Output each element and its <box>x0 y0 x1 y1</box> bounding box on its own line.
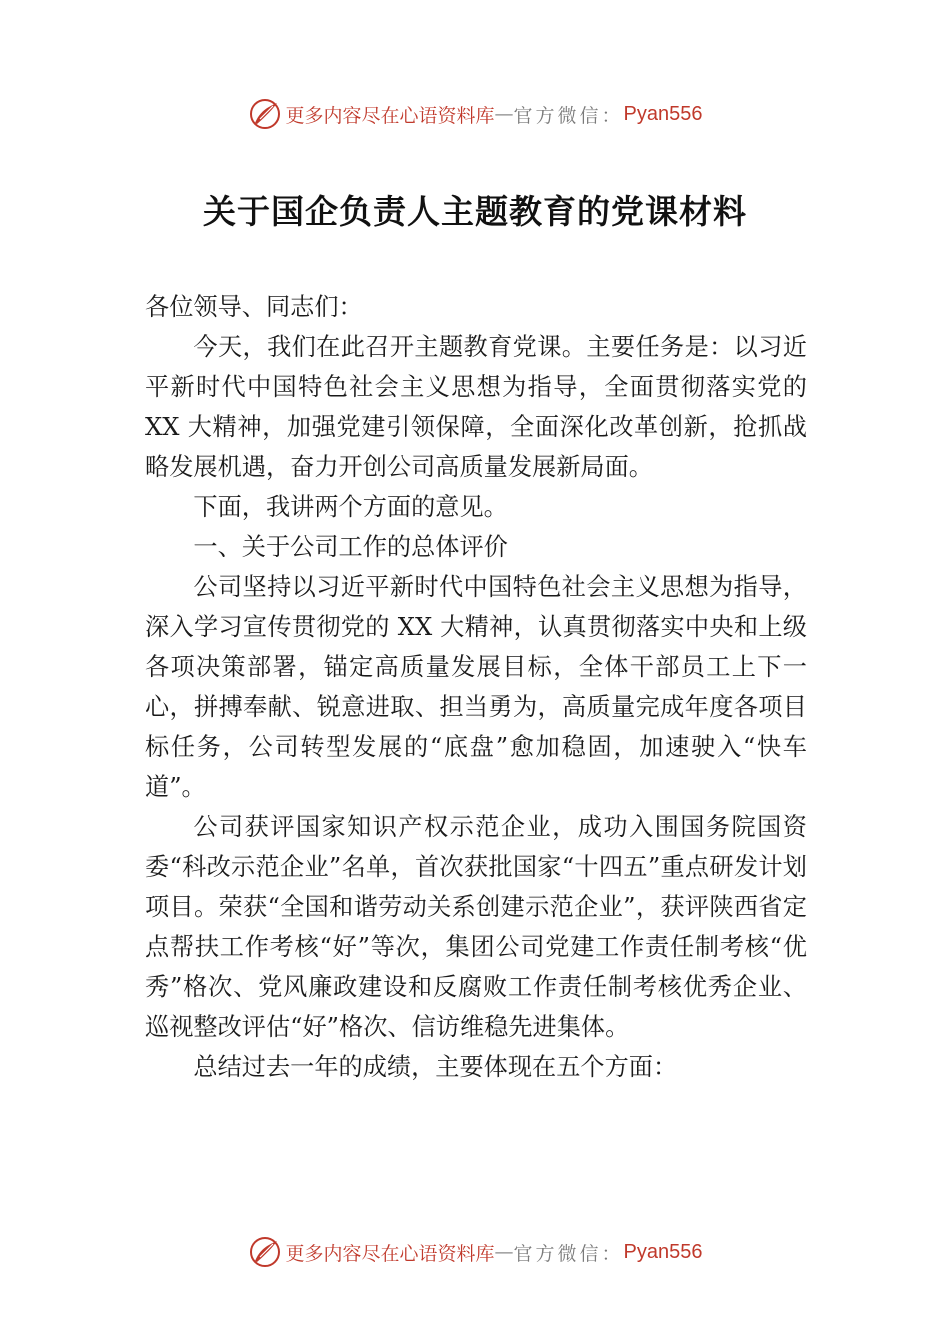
brand-logo-icon <box>248 97 282 131</box>
watermark-separator: — <box>494 1241 514 1263</box>
watermark-site-text: 更多内容尽在心语资料库 <box>285 1242 495 1265</box>
section-heading: 一、关于公司工作的总体评价 <box>193 533 508 561</box>
paragraph: 公司坚持以习近平新时代中国特色社会主义思想为指导，深入学习宣传贯彻党的 XX 大精神，认真贯彻落实中央和上级各项决策部署，锚定高质量发展目标，全体干部员工上下一心，拼搏奉献、锐意进取、担当勇为，高质量完成年度各项目标任务，公司转型发展的“底盘”愈加稳固，加速驶入“快车道”。 <box>145 573 807 801</box>
watermark-separator: — <box>494 103 514 125</box>
brand-logo-icon <box>248 1235 282 1269</box>
document-title: 关于国企负责人主题教育的党课材料 <box>203 192 747 231</box>
watermark-site-text: 更多内容尽在心语资料库 <box>285 104 495 127</box>
watermark-footer <box>0 1232 950 1272</box>
paragraph: 总结过去一年的成绩，主要体现在五个方面： <box>193 1053 678 1081</box>
watermark-wechat-id: Pyan556 <box>623 102 703 125</box>
paragraph: 公司获评国家知识产权示范企业，成功入围国务院国资委“科改示范企业”名单，首次获批国家“十四五”重点研发计划项目。荣获“全国和谐劳动关系创建示范企业”，获评陕西省定点帮扶工作考核“好”等次，集团公司党建工作责任制考核“优秀”格次、党风廉政建设和反腐败工作责任制考核优秀企业、巡视整改评估“好”格次、信访维稳先进集体。 <box>145 813 807 1041</box>
watermark-wechat-id: Pyan556 <box>623 1240 703 1263</box>
salutation: 各位领导、同志们： <box>145 293 363 321</box>
watermark-wechat-label: 官方微信： <box>513 104 624 127</box>
document-body <box>145 287 807 1087</box>
paragraph: 今天，我们在此召开主题教育党课。主要任务是：以习近平新时代中国特色社会主义思想为指导，全面贯彻落实党的 XX 大精神，加强党建引领保障，全面深化改革创新，抢抓战略发展机遇，奋力开创公司高质量发展新局面。 <box>145 333 807 481</box>
watermark-wechat-label: 官方微信： <box>513 1242 624 1265</box>
paragraph: 下面，我讲两个方面的意见。 <box>193 493 508 521</box>
watermark-header <box>0 94 950 134</box>
